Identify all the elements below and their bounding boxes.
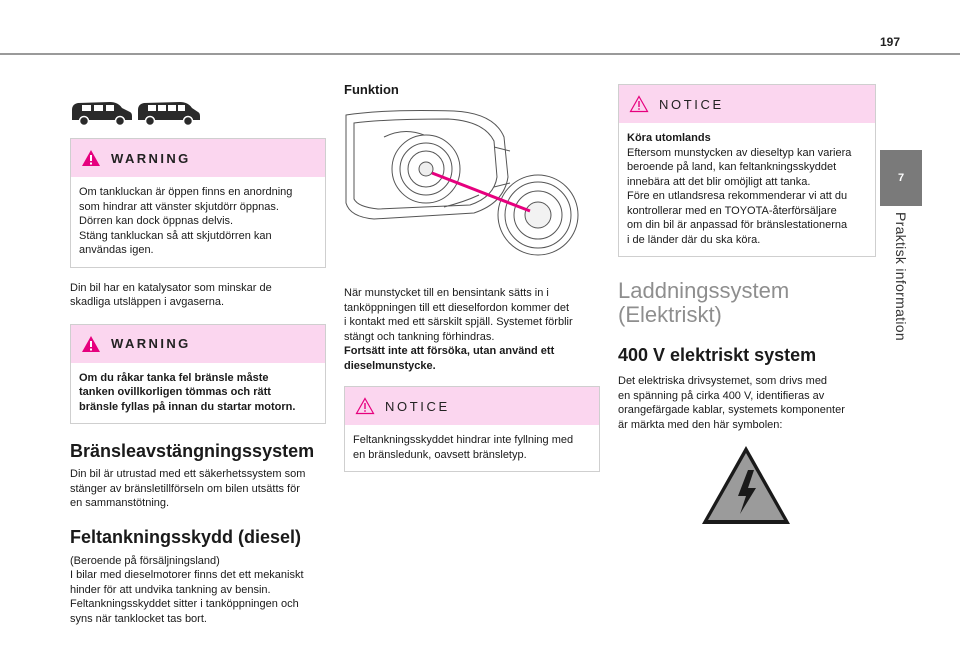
notice-box-jerrycan [344, 386, 600, 472]
text-line: Det elektriska drivsystemet, som drivs med [618, 375, 828, 387]
chapter-title [618, 279, 876, 327]
notice-header [345, 387, 599, 425]
page-number: 197 [880, 35, 901, 49]
notice-line: Feltankningsskyddet hindrar inte fyllning med [353, 434, 574, 446]
vehicle-icons [70, 98, 200, 128]
text-line: hinder för att undvika tankning av bensin. [70, 583, 271, 596]
notice-box-abroad [618, 84, 876, 257]
text-line-bold: dieselmunstycke. [344, 359, 436, 372]
notice-line: om din bil är anpassad för bränslestationerna [627, 219, 848, 231]
text-line: Din bil är utrustad med ett säkerhetssystem som [70, 468, 306, 480]
warning-line: användas igen. [79, 244, 154, 256]
text-line: i kontakt med ett särskilt spjäll. Systemet förblir [344, 316, 573, 328]
chapter-label: Praktisk information [893, 212, 909, 341]
notice-line: beroende på land, kan feltankningsskyddet [627, 161, 837, 173]
top-rule [0, 53, 960, 55]
text-line: När munstycket till en bensintank sätts in i [344, 287, 549, 299]
notice-title: NOTICE [385, 398, 450, 414]
text-line: skadliga utsläppen i avgaserna. [70, 296, 225, 308]
van-long-icon [138, 102, 200, 126]
function-heading: Funktion [344, 82, 399, 97]
warning-line: som hindrar att vänster skjutdörr öppnas. [79, 200, 279, 213]
text-line: orangefärgade kablar, systemets komponenter [618, 404, 845, 416]
high-voltage-icon [700, 444, 792, 526]
text-line: syns när tanklocket tas bort. [70, 612, 207, 625]
hv-system-paragraph [618, 374, 876, 432]
notice-line: innebära att det blir omöjligt att tanka. [627, 175, 811, 188]
notice-line: en bränsledunk, oavsett bränsletyp. [353, 448, 527, 461]
warning-line: Om tankluckan är öppen finns en anordning [79, 186, 293, 198]
warning-body [71, 177, 325, 267]
warning-line: Stäng tankluckan så att skjutdörren kan [79, 229, 272, 242]
warning-triangle-icon [81, 149, 101, 167]
notice-title: NOTICE [659, 96, 724, 112]
text-line: I bilar med dieselmotorer finns det ett mekaniskt [70, 569, 304, 581]
warning-triangle-icon [81, 335, 101, 353]
chapter-title-line: Laddningssystem [618, 278, 790, 303]
warning-header [71, 325, 325, 363]
text-line: en sammanstötning. [70, 497, 170, 509]
chapter-title-line: (Elektriskt) [618, 302, 722, 327]
notice-line: Eftersom munstycken av dieseltyp kan variera [627, 146, 852, 159]
van-short-icon [72, 102, 132, 126]
text-line: (Beroende på försäljningsland) [70, 554, 220, 567]
catalyst-paragraph [70, 281, 326, 310]
notice-body [345, 425, 599, 471]
fuel-filler-illustration [344, 107, 600, 257]
fuel-cutoff-heading: Bränsleavstängningssystem [70, 441, 315, 461]
text-line: stängt och tankning förhindras. [344, 330, 495, 343]
notice-line: i de länder där du ska köra. [627, 233, 761, 246]
warning-line: Om du råkar tanka fel bränsle måste [79, 371, 269, 384]
text-line: Din bil har en katalysator som minskar de [70, 281, 272, 294]
warning-title: WARNING [111, 150, 191, 166]
misfuel-paragraph [70, 554, 326, 627]
notice-triangle-icon [355, 397, 375, 415]
text-line: Feltankningsskyddet sitter i tanköppningen och [70, 598, 299, 610]
column-left [70, 98, 326, 626]
column-middle [344, 82, 600, 472]
text-line: en spänning på cirka 400 V, identifieras av [618, 389, 825, 402]
warning-header [71, 139, 325, 177]
notice-line: kontrollerar med en TOYOTA-återförsäljare [627, 204, 837, 217]
text-line-bold: Fortsätt inte att försöka, utan använd ett [344, 345, 555, 357]
text-line: stänger av bränsletillförseln om bilen utsätts för [70, 482, 300, 495]
callout-line [432, 173, 530, 211]
warning-line: tanken ovillkorligen tömmas och rätt [79, 386, 271, 398]
notice-triangle-icon [629, 95, 649, 113]
warning-line: Dörren kan dock öppnas delvis. [79, 215, 234, 227]
notice-subtitle: Köra utomlands [627, 132, 711, 144]
text-line: är märkta med den här symbolen: [618, 418, 783, 431]
column-right [618, 84, 876, 526]
chapter-tab[interactable]: 7 [880, 150, 922, 206]
warning-title: WARNING [111, 336, 191, 351]
text-line: tanköppningen till ett dieselfordon kommer det [344, 301, 570, 314]
notice-line: Före en utlandsresa rekommenderar vi att du [627, 190, 848, 202]
warning-box-door [70, 138, 326, 268]
notice-header [619, 85, 875, 123]
fuel-cutoff-paragraph [70, 467, 326, 511]
warning-body [71, 363, 325, 424]
warning-line: bränsle fyllas på innan du startar motorn. [79, 400, 296, 413]
warning-box-fuel [70, 324, 326, 425]
misfuel-heading: Feltankningsskydd (diesel) [70, 526, 302, 547]
notice-body [619, 123, 875, 256]
hv-system-heading: 400 V elektriskt system [618, 345, 817, 365]
function-paragraph [344, 286, 600, 373]
